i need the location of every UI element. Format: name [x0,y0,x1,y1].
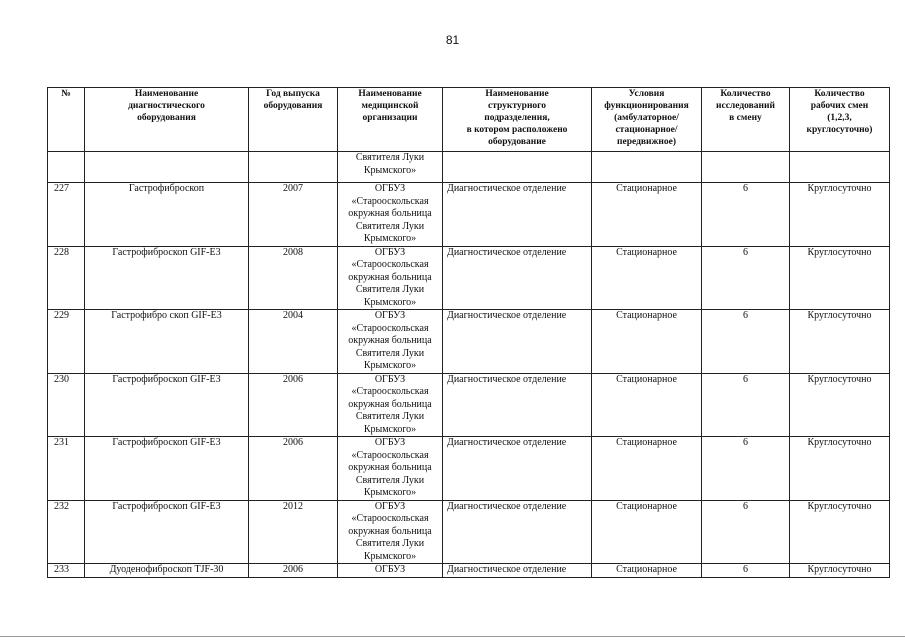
cell-studies: 6 [702,310,790,374]
cell-organization: ОГБУЗ [338,564,443,578]
cell-equipment: Гастрофиброскоп GIF-E3 [85,500,249,564]
cell-year: 2006 [249,437,338,501]
table-row [48,183,890,247]
cell-shifts: Круглосуточно [790,373,890,437]
cell-department: Диагностическое отделение [443,500,592,564]
cell-shifts: Круглосуточно [790,183,890,247]
cell-conditions: Стационарное [592,183,702,247]
cell-equipment: Гастрофиброскоп GIF-E3 [85,373,249,437]
table-row [48,500,890,564]
cell-organization: Святителя Луки Крымского» [338,152,443,183]
equipment-table [47,87,890,578]
table-row [48,373,890,437]
header-equipment: Наименование диагностического оборудования [85,88,249,152]
cell-studies: 6 [702,437,790,501]
cell-studies [702,152,790,183]
header-year: Год выпуска оборудования [249,88,338,152]
cell-organization: ОГБУЗ «Старооскольская окружная больница Святителя Луки Крымского» [338,373,443,437]
cell-shifts: Круглосуточно [790,246,890,310]
cell-shifts: Круглосуточно [790,564,890,578]
cell-shifts: Круглосуточно [790,437,890,501]
cell-equipment: Гастрофибро скоп GIF-E3 [85,310,249,374]
cell-studies: 6 [702,183,790,247]
cell-equipment: Гастрофиброскоп GIF-E3 [85,437,249,501]
cell-year: 2008 [249,246,338,310]
cell-shifts: Круглосуточно [790,310,890,374]
cell-equipment: Дуоденофиброскоп TJF-30 [85,564,249,578]
cell-conditions: Стационарное [592,500,702,564]
cell-department [443,152,592,183]
cell-shifts [790,152,890,183]
cell-year: 2012 [249,500,338,564]
table-row [48,564,890,578]
cell-department: Диагностическое отделение [443,310,592,374]
cell-organization: ОГБУЗ «Старооскольская окружная больница Святителя Луки Крымского» [338,183,443,247]
cell-number: 231 [48,437,85,501]
cell-number: 228 [48,246,85,310]
cell-year: 2006 [249,564,338,578]
cell-conditions [592,152,702,183]
cell-number [48,152,85,183]
table-row [48,310,890,374]
header-department: Наименование структурного подразделения, в котором расположено оборудование [443,88,592,152]
cell-conditions: Стационарное [592,246,702,310]
table-row [48,246,890,310]
cell-number: 232 [48,500,85,564]
cell-year: 2006 [249,373,338,437]
header-organization: Наименование медицинской организации [338,88,443,152]
table-header-row [48,88,890,152]
cell-organization: ОГБУЗ «Старооскольская окружная больница Святителя Луки Крымского» [338,500,443,564]
cell-department: Диагностическое отделение [443,437,592,501]
cell-department: Диагностическое отделение [443,373,592,437]
cell-studies: 6 [702,500,790,564]
header-number: № [48,88,85,152]
cell-studies: 6 [702,564,790,578]
cell-organization: ОГБУЗ «Старооскольская окружная больница Святителя Луки Крымского» [338,310,443,374]
table-row [48,437,890,501]
page-number: 81 [445,33,460,47]
cell-conditions: Стационарное [592,437,702,501]
cell-equipment: Гастрофиброскоп GIF-E3 [85,246,249,310]
cell-equipment: Гастрофиброскоп [85,183,249,247]
page-bottom-rule [0,636,905,637]
cell-number: 230 [48,373,85,437]
cell-conditions: Стационарное [592,373,702,437]
cell-shifts: Круглосуточно [790,500,890,564]
cell-equipment [85,152,249,183]
cell-department: Диагностическое отделение [443,564,592,578]
cell-conditions: Стационарное [592,564,702,578]
header-conditions: Условия функционирования (амбулаторное/ стационарное/ передвижное) [592,88,702,152]
header-studies: Количество исследований в смену [702,88,790,152]
cell-studies: 6 [702,373,790,437]
cell-year: 2004 [249,310,338,374]
cell-number: 227 [48,183,85,247]
header-shifts: Количество рабочих смен (1,2,3, круглосуточно) [790,88,890,152]
table-row-continuation [48,152,890,183]
cell-organization: ОГБУЗ «Старооскольская окружная больница Святителя Луки Крымского» [338,246,443,310]
cell-department: Диагностическое отделение [443,183,592,247]
cell-year [249,152,338,183]
cell-year: 2007 [249,183,338,247]
cell-conditions: Стационарное [592,310,702,374]
cell-organization: ОГБУЗ «Старооскольская окружная больница Святителя Луки Крымского» [338,437,443,501]
cell-number: 229 [48,310,85,374]
cell-department: Диагностическое отделение [443,246,592,310]
cell-number: 233 [48,564,85,578]
cell-studies: 6 [702,246,790,310]
